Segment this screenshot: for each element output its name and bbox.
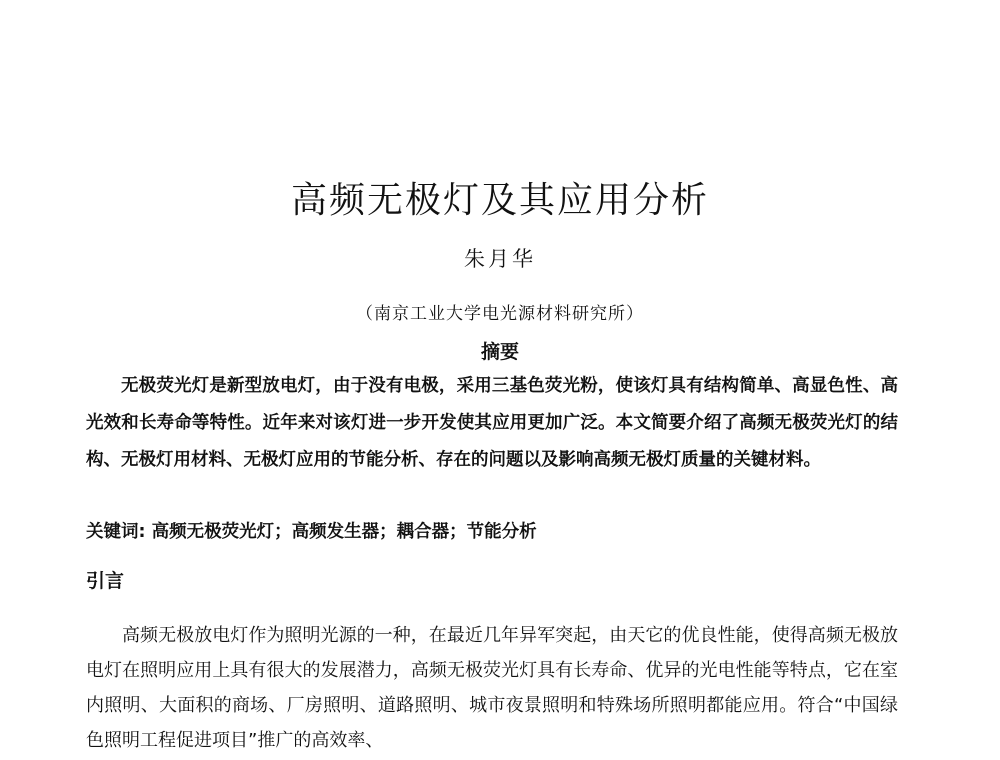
keywords-line — [86, 518, 898, 543]
author-name: 朱月华 — [464, 247, 536, 271]
abstract-body: 无极荧光灯是新型放电灯，由于没有电极，采用三基色荧光粉，使该灯具有结构简单、高显色性、高光效和长寿命等特性。近年来对该灯进一步开发使其应用更加广泛。本文简要介绍了高频无极荧光灯的结构、无极灯用材料、无极灯应用的节能分析、存在的问题以及影响高频无极灯质量的关键材料。 — [86, 376, 898, 470]
paper-title: 高频无极灯及其应用分析 — [290, 180, 709, 221]
intro-paragraph: 高频无极放电灯作为照明光源的一种，在最近几年异军突起，由天它的优良性能，使得高频无极放电灯在照明应用上具有很大的发展潜力，高频无极荧光灯具有长寿命、优异的光电性能等特点，它在室内照明、大面积的商场、厂房照明、道路照明、城市夜景照明和特殊场所照明都能应用。符合“中国绿色照明工程促进项目”推广的高效率、 — [86, 625, 898, 751]
keywords-list: 高频无极荧光灯；高频发生器；耦合器；节能分析 — [151, 522, 537, 542]
author-affiliation: （南京工业大学电光源材料研究所） — [356, 304, 644, 324]
abstract-heading: 摘要 — [480, 341, 519, 363]
keywords-label: 关键词: — [86, 522, 146, 542]
section-heading-intro: 引言 — [86, 570, 125, 592]
